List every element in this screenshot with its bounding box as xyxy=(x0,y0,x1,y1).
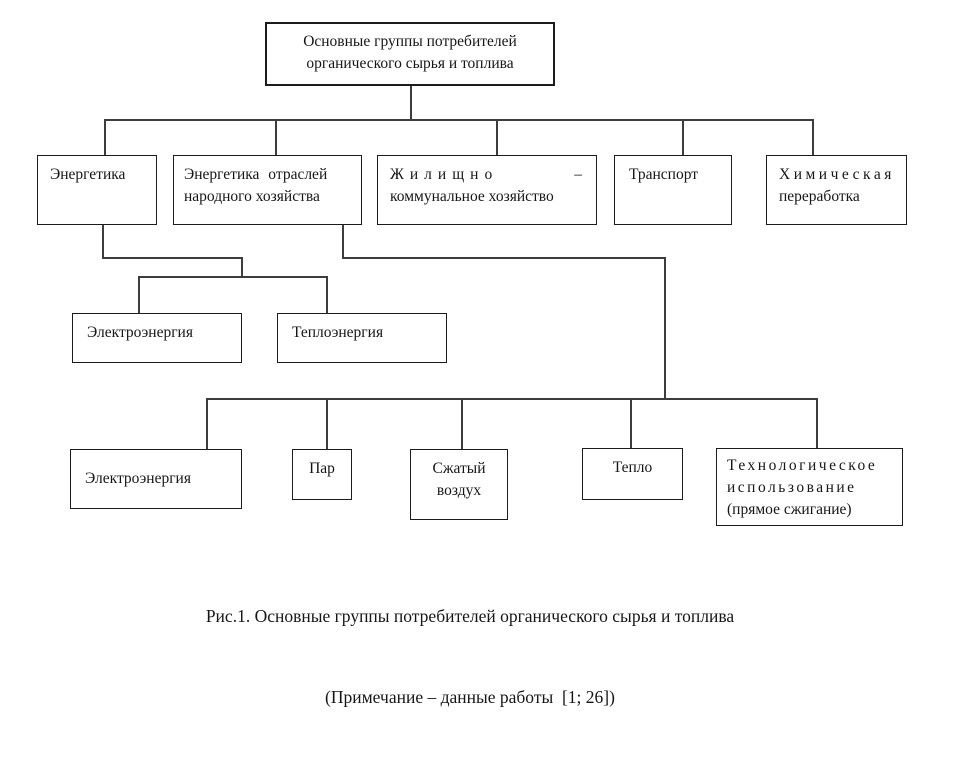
bus1-line xyxy=(104,119,814,121)
node-energetika-label: Энергетика xyxy=(50,166,126,183)
node-him-pererabotka-line2: переработка xyxy=(779,188,860,205)
node-root-line1: Основные группы потребителей xyxy=(303,33,517,50)
node-zhkh xyxy=(377,155,597,225)
node-transport-label: Транспорт xyxy=(629,166,699,183)
connector-bus1-transport xyxy=(682,119,684,156)
connector-otraslej-elbow-across xyxy=(342,257,666,259)
node-teplo xyxy=(582,448,683,500)
node-teploenergiya-label: Теплоэнергия xyxy=(292,324,384,341)
figure-caption-line2: (Примечание – данные работы [1; 26]) xyxy=(325,687,615,707)
node-tehnologicheskoe-line1: Технологическое xyxy=(727,457,878,474)
node-zhkh-line2: коммунальное хозяйство xyxy=(390,188,554,205)
node-him-pererabotka xyxy=(766,155,907,225)
connector-bus3-tehnologicheskoe xyxy=(816,398,818,449)
connector-bus3-par xyxy=(326,398,328,450)
bus3-line xyxy=(206,398,818,400)
node-tehnologicheskoe xyxy=(716,448,903,526)
figure-caption-line1: Рис.1. Основные группы потребителей органического сырья и топлива xyxy=(205,606,735,626)
node-root-line2: органического сырья и топлива xyxy=(306,55,514,72)
node-tehnologicheskoe-line2: использование xyxy=(727,479,857,496)
node-szhatyj-vozduh xyxy=(410,449,508,520)
node-elektroenergiya xyxy=(72,313,242,363)
node-energetika-otraslej xyxy=(173,155,362,225)
connector-bus3-teplo xyxy=(630,398,632,449)
node-him-pererabotka-line1: Химическая xyxy=(779,166,895,183)
connector-bus3-szhatyj-vozduh xyxy=(461,398,463,450)
connector-bus1-energetika-otraslej xyxy=(275,119,277,156)
connector-bus2-teploenergiya xyxy=(326,276,328,314)
node-energetika-otraslej-line2: народного хозяйства xyxy=(184,188,320,205)
connector-root-to-bus1 xyxy=(410,86,412,121)
node-elektroenergiya-2 xyxy=(70,449,242,509)
node-elektroenergiya-label: Электроэнергия xyxy=(87,324,193,341)
bus2-line xyxy=(138,276,328,278)
connector-bus1-him-pererabotka xyxy=(812,119,814,156)
connector-otraslej-elbow-down xyxy=(342,224,344,259)
connector-energetika-elbow-to-bus2 xyxy=(241,257,243,278)
connector-bus3-elektroenergiya2 xyxy=(206,398,208,450)
node-elektroenergiya-2-label: Электроэнергия xyxy=(85,470,191,487)
node-teplo-label: Тепло xyxy=(612,459,653,476)
node-transport xyxy=(614,155,732,225)
node-zhkh-dash: – xyxy=(574,166,582,183)
node-zhkh-word: Жилищно xyxy=(390,166,499,183)
node-szhatyj-vozduh-line2: воздух xyxy=(436,482,482,499)
node-par-label: Пар xyxy=(309,460,335,477)
figure-caption xyxy=(0,549,940,765)
connector-bus1-zhkh xyxy=(496,119,498,156)
node-root xyxy=(265,22,555,86)
connector-bus2-elektroenergiya xyxy=(138,276,140,314)
node-teploenergiya xyxy=(277,313,447,363)
node-par xyxy=(292,449,352,500)
connector-energetika-elbow-across xyxy=(102,257,243,259)
connector-otraslej-elbow-to-bus3 xyxy=(664,257,666,400)
connector-bus1-energetika xyxy=(104,119,106,156)
node-energetika xyxy=(37,155,157,225)
connector-energetika-elbow-down xyxy=(102,224,104,259)
node-szhatyj-vozduh-line1: Сжатый xyxy=(432,460,486,477)
node-tehnologicheskoe-line3: (прямое сжигание) xyxy=(727,501,852,518)
node-zhkh-line1 xyxy=(390,164,582,186)
node-energetika-otraslej-line1: Энергетика отраслей xyxy=(184,166,328,183)
